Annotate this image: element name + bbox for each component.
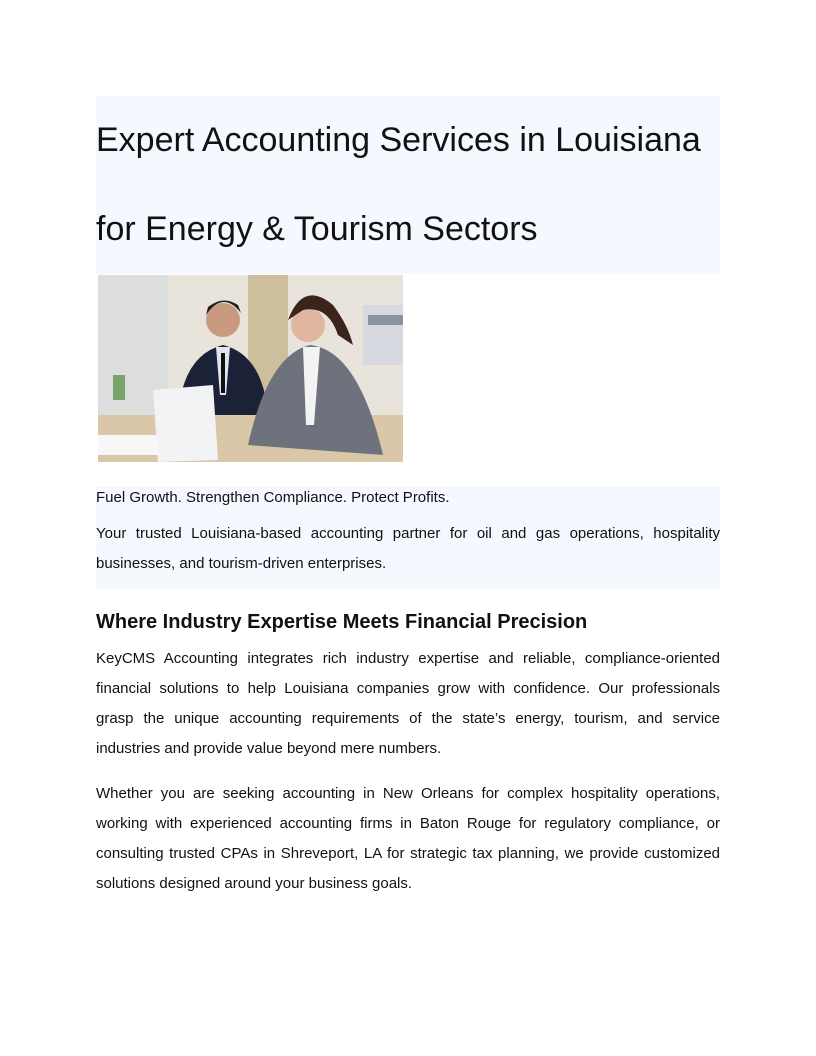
page-title-line-2: for Energy & Tourism Sectors xyxy=(96,210,538,248)
tagline: Fuel Growth. Strengthen Compliance. Protect Profits. xyxy=(96,489,450,506)
section-heading: Where Industry Expertise Meets Financial Precision xyxy=(96,611,588,633)
section-body xyxy=(96,644,720,914)
title-block xyxy=(96,96,720,274)
intro-block xyxy=(96,487,720,589)
paragraph: Whether you are seeking accounting in New Orleans for complex hospitality operations, working with experienced accounting firms in Baton Rouge for regulatory compliance, or consulting trusted CPAs in Shreveport, LA for strategic tax planning, we provide customized solutions designed around your business goals. xyxy=(96,785,720,892)
page-title-line-1: Expert Accounting Services in Louisiana xyxy=(96,121,701,159)
paragraph: KeyCMS Accounting integrates rich industry expertise and reliable, compliance-oriented financial solutions to help Louisiana companies grow with confidence. Our professionals grasp the unique accounting requirements of the state’s energy, tourism, and service industries and provide value beyond mere numbers. xyxy=(96,650,720,757)
office-photo xyxy=(98,275,403,462)
intro-text: Your trusted Louisiana-based accounting partner for oil and gas operations, hospitality businesses, and tourism-driven enterprises. xyxy=(96,525,720,572)
office-photo-icon xyxy=(98,275,403,462)
